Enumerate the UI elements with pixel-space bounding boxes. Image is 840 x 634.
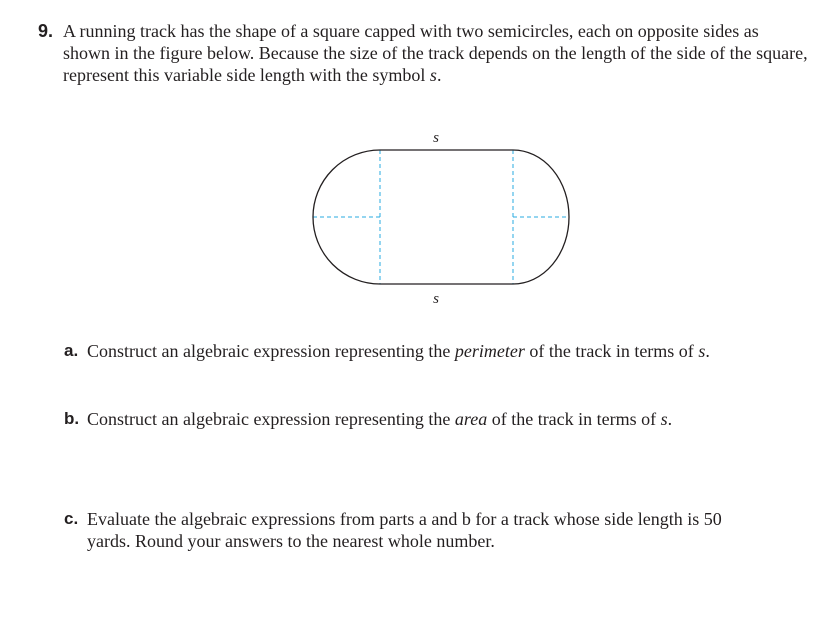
part-b-after: of the track in terms of xyxy=(487,409,661,429)
problem-statement xyxy=(63,20,808,86)
part-c-letter: c. xyxy=(64,509,79,528)
part-a-variable: s xyxy=(698,341,706,361)
variable-symbol: s xyxy=(429,65,437,85)
part-c-text: Evaluate the algebraic expressions from parts a and b for a track whose side length is 50 yards. Round your answers to the nearest whole number. xyxy=(87,509,722,551)
statement-end: . xyxy=(436,65,442,85)
part-a xyxy=(64,340,764,362)
track-figure xyxy=(300,128,580,307)
track-diagram xyxy=(300,128,580,307)
part-b-end: . xyxy=(667,409,673,429)
part-a-after: of the track in terms of xyxy=(524,341,699,361)
statement-text: A running track has the shape of a square capped with two semicircles, each on opposite sides as shown in the figure below. Because the size of the track depends on the length of the side of the square, represent this variable side length with the symbol xyxy=(63,21,808,85)
part-a-text xyxy=(87,340,764,362)
part-c xyxy=(64,508,764,552)
problem-number: 9. xyxy=(38,21,54,41)
top-side-label: s xyxy=(433,130,439,146)
part-b-emphasis: area xyxy=(454,409,488,429)
part-a-emphasis: perimeter xyxy=(454,341,525,361)
part-b-letter: b. xyxy=(64,409,80,428)
part-b xyxy=(64,408,764,430)
part-a-end: . xyxy=(705,341,710,361)
part-a-before: Construct an algebraic expression representing the xyxy=(87,341,455,361)
bottom-side-label: s xyxy=(433,291,439,307)
part-b-variable: s xyxy=(660,409,668,429)
part-b-text xyxy=(87,408,764,430)
part-b-before: Construct an algebraic expression representing the xyxy=(87,409,455,429)
part-a-letter: a. xyxy=(64,341,79,360)
problem-9 xyxy=(38,20,808,86)
